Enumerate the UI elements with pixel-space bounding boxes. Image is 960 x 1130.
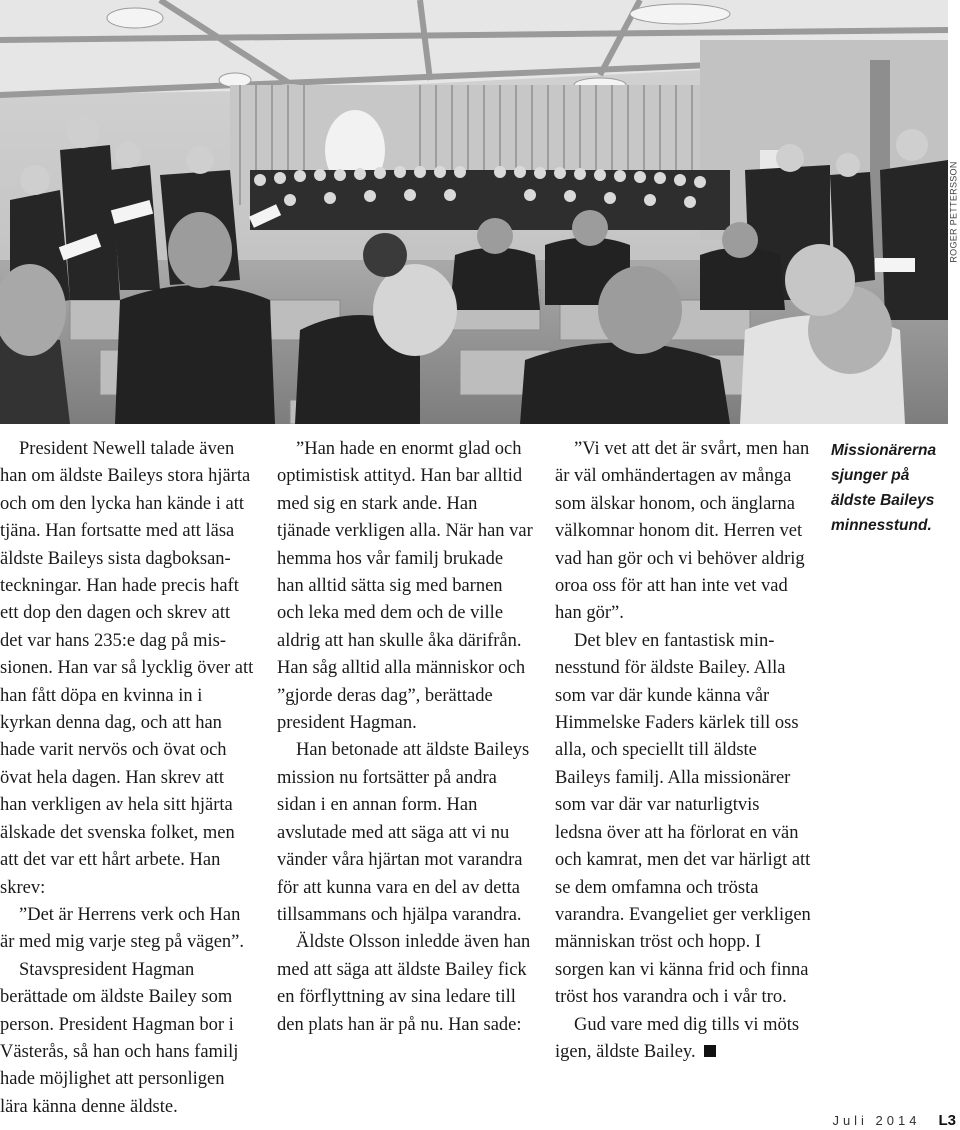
photo-credit [948, 0, 960, 424]
paragraph: Stavspresident Hagman berättade om äldste Bailey som person. President Hagman bor i Västerås, så han och hans familj hade möjlighet att personligen lära känna denne äldste. [0, 959, 239, 1117]
article-column-1 [0, 436, 254, 1121]
closing-paragraph [555, 1012, 811, 1067]
paragraph: Han betonade att äldste Baileys mission nu fortsätter på andra sidan i en annan form. Han avslutade med att säga att vi nu vänder våra hjärtan mot varandra för att kunna vara en del av detta tillsammans och hjälpa varandra. [277, 740, 530, 925]
paragraph: President Newell talade även han om äldste Baileys stora hjärta och om den lycka han kände i att tjäna. Han fortsatte med att läsa äldste Baileys sista dagboksanteckningar. Han hade precis haft ett dop den dagen och skrev att det var hans 235:e dag på missionen. Han var så lycklig över att han fått döpa en kvinna in i kyrkan denna dag, och att han hade varit nervös och övat och övat hela dagen. Han skrev att han verkligen av hela sitt hjärta älskade det svenska folket, men att det var ett hårt arbete. Han skrev: [0, 439, 254, 898]
caption-line: sjunger på [831, 467, 910, 484]
closing-text: Gud vare med dig tills vi möts igen, äldste Bailey. [555, 1014, 800, 1062]
photo-caption [831, 438, 959, 538]
article-column-3 [555, 436, 811, 1066]
paragraph: ”Vi vet att det är svårt, men han är väl omhändertagen av många som älskar honom, och änglarna välkomnar honom dit. Herren vet vad han gör och vi behöver aldrig oroa oss för att han inte vet vad han gör”. [555, 439, 810, 624]
page-number: L3 [938, 1111, 956, 1129]
issue-date: Juli 2014 [832, 1112, 921, 1128]
caption-line: äldste Baileys [831, 492, 935, 509]
page-footer [770, 1110, 956, 1130]
caption-line: Missionärerna [831, 442, 937, 459]
paragraph: Äldste Olsson inledde även han med att säga att äldste Bailey fick en förflyttning av sina ledare till den plats han är på nu. Han sade: [277, 932, 531, 1035]
photo-credit-text: ROGER PETTERSSON [949, 161, 959, 263]
paragraph: ”Han hade en enormt glad och optimistisk attityd. Han bar alltid med sig en stark ande. Han tjänade verkligen alla. När han var hemma hos vår familj brukade han alltid sätta sig med barnen och leka med dem och de ville aldrig att han skulle åka därifrån. Han såg alltid alla människor och ”gjorde deras dag”, berättade president Hagman. [277, 439, 533, 734]
paragraph: Det blev en fantastisk minnesstund för äldste Bailey. Alla som var där kunde känna vår Himmelske Faders kärlek till oss alla, och speciellt till äldste Baileys familj. Alla missionärer som var där var naturligtvis ledsna över att ha förlorat en vän och kamrat, men det var härligt att se dem omfamna och trösta varandra. Evangeliet ger verkligen människan tröst och hopp. I sorgen kan vi känna frid och finna tröst hos varandra och i vår tro. [555, 630, 811, 1008]
end-of-article-square-icon [704, 1045, 716, 1057]
paragraph: ”Det är Herrens verk och Han är med mig varje steg på vägen”. [0, 904, 244, 953]
choir-photo [0, 0, 948, 424]
article-column-2 [277, 436, 533, 1039]
caption-line: minnesstund. [831, 517, 932, 534]
